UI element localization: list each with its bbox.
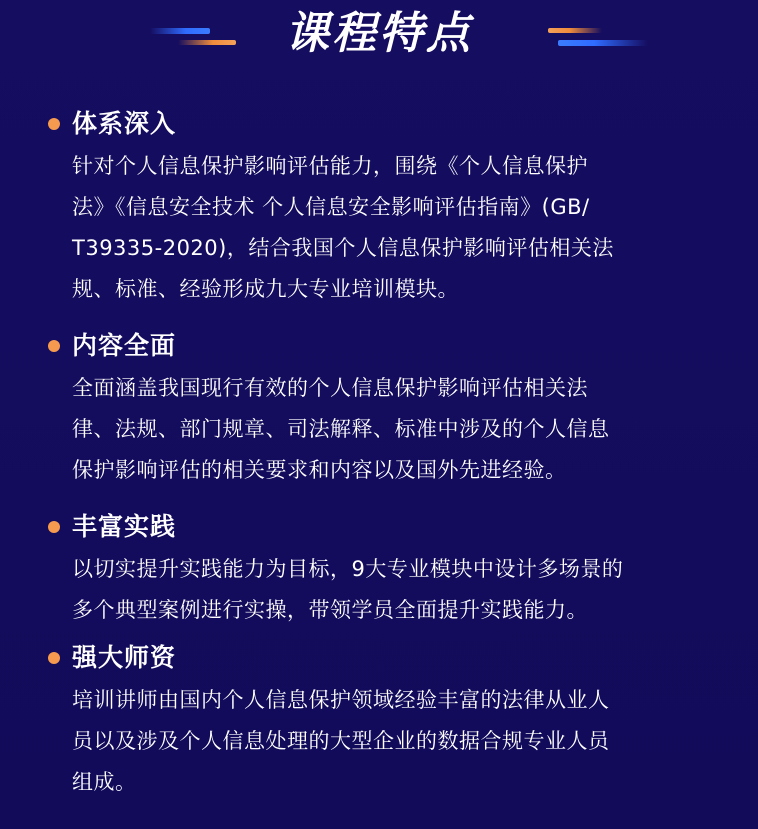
feature-item-faculty (42, 636, 732, 816)
bullet-dot-icon (48, 521, 60, 533)
description-line: 律、法规、部门规章、司法解释、标准中涉及的个人信息 (72, 417, 610, 441)
feature-title: 体系深入 (72, 109, 177, 138)
feature-title: 强大师资 (72, 643, 177, 672)
feature-description (72, 549, 712, 631)
feature-title: 内容全面 (72, 331, 177, 360)
description-line: 保护影响评估的相关要求和内容以及国外先进经验。 (72, 458, 567, 482)
description-line: 培训讲师由国内个人信息保护领域经验丰富的法律从业人 (72, 688, 610, 712)
description-line: 全面涵盖我国现行有效的个人信息保护影响评估相关法 (72, 376, 588, 400)
features-list (42, 102, 732, 816)
feature-item-systematic (42, 102, 732, 324)
bullet-dot-icon (48, 652, 60, 664)
description-line: 组成。 (72, 770, 137, 794)
feature-item-practice (42, 505, 732, 636)
feature-description (72, 368, 712, 491)
description-line: T39335-2020)，结合我国个人信息保护影响评估相关法 (72, 236, 614, 260)
description-line: 法》《信息安全技术 个人信息安全影响评估指南》(GB/ (72, 195, 590, 219)
bullet-dot-icon (48, 118, 60, 130)
description-line: 员以及涉及个人信息处理的大型企业的数据合规专业人员 (72, 729, 610, 753)
feature-title: 丰富实践 (72, 512, 177, 541)
feature-description (72, 146, 712, 310)
description-line: 针对个人信息保护影响评估能力，围绕《个人信息保护 (72, 154, 588, 178)
description-line: 规、标准、经验形成九大专业培训模块。 (72, 277, 459, 301)
section-header (0, 0, 758, 80)
description-line: 多个典型案例进行实操，带领学员全面提升实践能力。 (72, 598, 588, 622)
page-title: 课程特点 (285, 8, 473, 59)
description-line: 以切实提升实践能力为目标，9大专业模块中设计多场景的 (72, 557, 624, 581)
feature-item-comprehensive (42, 324, 732, 505)
feature-description (72, 680, 712, 803)
bullet-dot-icon (48, 340, 60, 352)
